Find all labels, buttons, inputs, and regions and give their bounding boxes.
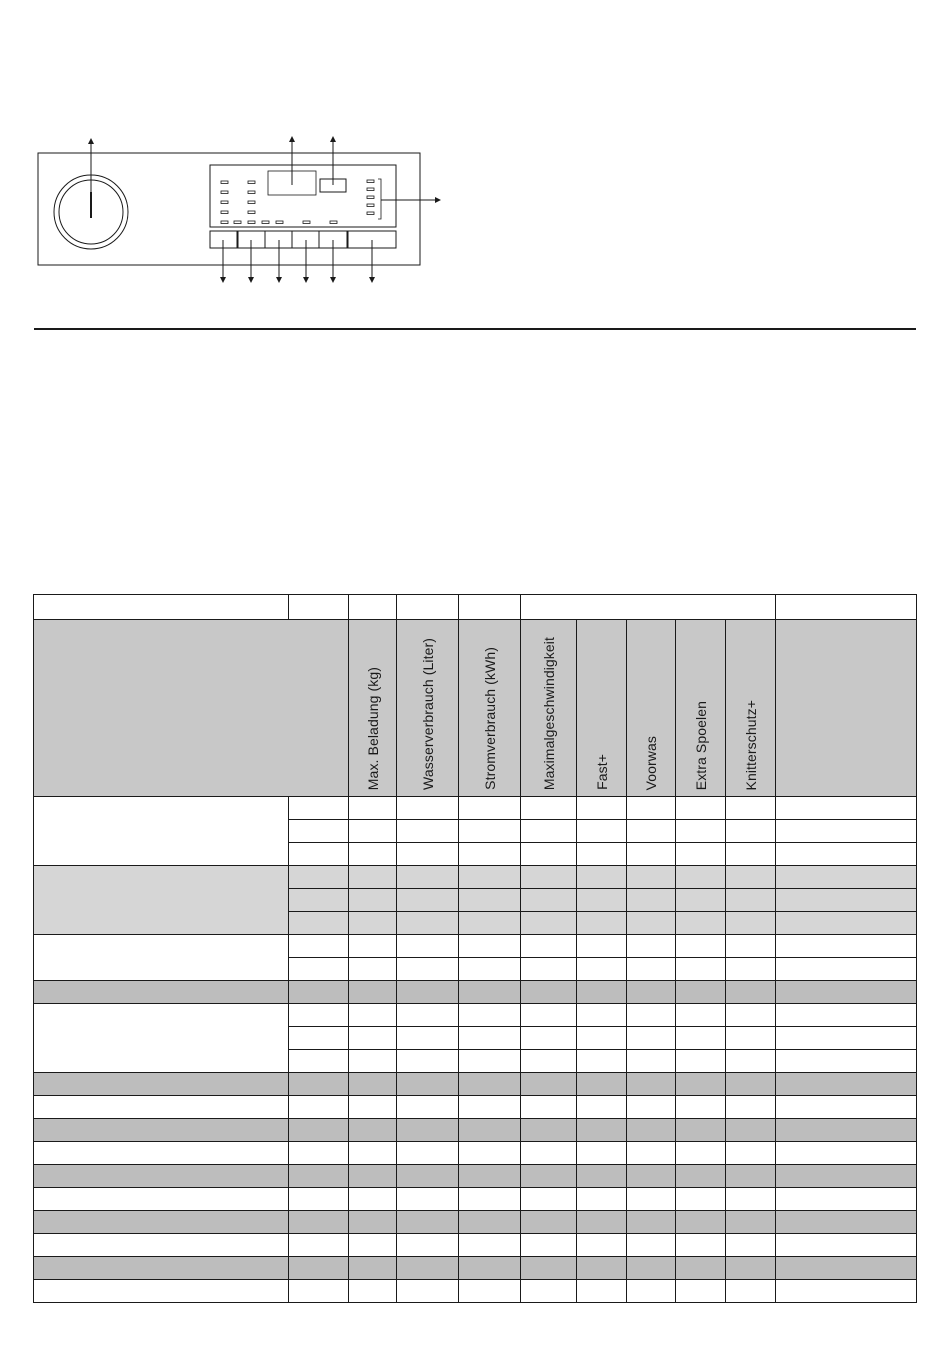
table-cell <box>289 981 349 1004</box>
table-cell <box>349 958 397 981</box>
table-cell <box>459 1280 521 1303</box>
table-cell <box>34 1280 289 1303</box>
table-cell <box>459 912 521 935</box>
table-row <box>34 1119 917 1142</box>
table-cell <box>676 1257 726 1280</box>
table-cell <box>289 797 349 820</box>
callout-arrows <box>91 139 438 280</box>
table-cell <box>521 1234 577 1257</box>
table-header-row <box>34 620 917 797</box>
table-cell <box>397 1119 459 1142</box>
table-cell <box>289 1142 349 1165</box>
table-cell <box>776 797 917 820</box>
table-cell <box>459 1096 521 1119</box>
table-cell <box>726 1257 776 1280</box>
table-cell <box>397 1280 459 1303</box>
table-cell <box>521 889 577 912</box>
table-cell <box>676 843 726 866</box>
table-cell <box>34 1073 289 1096</box>
table-cell <box>776 843 917 866</box>
table-row <box>34 1280 917 1303</box>
table-row <box>34 1165 917 1188</box>
table-cell <box>349 820 397 843</box>
table-cell <box>726 1188 776 1211</box>
table-cell <box>726 935 776 958</box>
table-cell <box>349 1073 397 1096</box>
table-cell <box>289 958 349 981</box>
table-cell <box>577 1142 627 1165</box>
table-cell <box>776 1004 917 1027</box>
table-cell <box>521 1119 577 1142</box>
table-cell <box>289 1027 349 1050</box>
table-cell <box>289 935 349 958</box>
table-cell <box>521 935 577 958</box>
table-cell <box>676 797 726 820</box>
table-cell <box>627 1234 676 1257</box>
table-cell <box>459 1257 521 1280</box>
table-cell <box>521 981 577 1004</box>
table-cell <box>34 935 289 981</box>
table-cell <box>521 1165 577 1188</box>
table-cell <box>776 1188 917 1211</box>
table-cell <box>726 1027 776 1050</box>
table-cell <box>289 1096 349 1119</box>
table-cell <box>349 1257 397 1280</box>
table-cell <box>577 843 627 866</box>
table-cell <box>776 912 917 935</box>
table-cell <box>776 958 917 981</box>
table-cell <box>776 1257 917 1280</box>
table-cell <box>349 1096 397 1119</box>
table-cell <box>349 912 397 935</box>
table-cell <box>289 1050 349 1073</box>
table-cell <box>776 1050 917 1073</box>
table-cell <box>289 912 349 935</box>
table-cell <box>521 1142 577 1165</box>
table-cell <box>776 1027 917 1050</box>
table-cell <box>397 1142 459 1165</box>
table-cell <box>726 1073 776 1096</box>
table-row <box>34 981 917 1004</box>
table-row <box>34 1004 917 1027</box>
table-cell <box>726 1142 776 1165</box>
table-cell <box>349 1165 397 1188</box>
table-cell <box>676 1234 726 1257</box>
table-cell <box>776 1234 917 1257</box>
table-cell <box>34 1211 289 1234</box>
table-cell <box>521 1073 577 1096</box>
table-cell <box>397 935 459 958</box>
table-cell <box>726 1050 776 1073</box>
table-cell <box>459 820 521 843</box>
table-cell <box>397 797 459 820</box>
table-cell <box>459 797 521 820</box>
header-max-speed: Maximalgeschwindigkeit <box>540 636 557 790</box>
table-cell <box>577 981 627 1004</box>
table-cell <box>289 866 349 889</box>
table-cell <box>577 797 627 820</box>
table-cell <box>627 866 676 889</box>
table-row <box>34 1142 917 1165</box>
table-cell <box>726 797 776 820</box>
table-cell <box>34 1188 289 1211</box>
table-cell <box>289 843 349 866</box>
table-cell <box>349 1027 397 1050</box>
table-cell <box>577 1280 627 1303</box>
table-cell <box>726 958 776 981</box>
table-cell <box>397 1073 459 1096</box>
table-cell <box>34 1142 289 1165</box>
table-cell <box>349 595 397 620</box>
program-table <box>33 594 917 1303</box>
table-cell <box>627 912 676 935</box>
table-cell <box>776 866 917 889</box>
table-cell <box>577 1096 627 1119</box>
table-cell <box>397 595 459 620</box>
table-cell <box>627 1280 676 1303</box>
table-cell <box>627 1257 676 1280</box>
table-cell <box>34 1096 289 1119</box>
header-max-load: Max. Beladung (kg) <box>364 666 381 790</box>
table-cell <box>349 1142 397 1165</box>
table-cell <box>289 1280 349 1303</box>
table-cell <box>577 1119 627 1142</box>
table-cell <box>627 797 676 820</box>
table-cell <box>459 981 521 1004</box>
table-cell <box>289 595 349 620</box>
table-cell <box>676 958 726 981</box>
table-cell <box>459 843 521 866</box>
table-cell <box>34 866 289 935</box>
table-cell <box>459 1142 521 1165</box>
table-cell <box>289 889 349 912</box>
table-cell <box>289 1188 349 1211</box>
control-panel-diagram <box>0 0 950 300</box>
table-cell <box>577 620 627 797</box>
table-cell <box>521 1050 577 1073</box>
table-cell <box>289 820 349 843</box>
table-cell <box>521 1027 577 1050</box>
table-cell <box>521 843 577 866</box>
table-cell <box>349 1119 397 1142</box>
table-cell <box>459 935 521 958</box>
table-cell <box>459 1188 521 1211</box>
table-cell <box>676 1188 726 1211</box>
table-cell <box>521 1004 577 1027</box>
table-cell <box>676 1211 726 1234</box>
table-top-row <box>34 595 917 620</box>
table-cell <box>397 1165 459 1188</box>
table-cell <box>577 1188 627 1211</box>
table-cell <box>627 843 676 866</box>
table-row <box>34 1073 917 1096</box>
table-cell <box>397 1004 459 1027</box>
table-cell <box>349 1050 397 1073</box>
table-cell <box>397 1050 459 1073</box>
table-cell <box>776 1280 917 1303</box>
table-cell <box>726 1234 776 1257</box>
table-cell <box>726 866 776 889</box>
table-cell <box>627 958 676 981</box>
table-cell <box>577 958 627 981</box>
table-cell <box>397 958 459 981</box>
table-cell <box>34 1004 289 1073</box>
table-cell <box>776 1165 917 1188</box>
table-cell <box>459 1211 521 1234</box>
table-cell <box>726 889 776 912</box>
table-cell <box>776 1096 917 1119</box>
table-cell <box>459 620 521 797</box>
table-row <box>34 797 917 820</box>
table-cell <box>289 1004 349 1027</box>
table-cell <box>676 1004 726 1027</box>
table-cell <box>397 981 459 1004</box>
table-cell <box>676 820 726 843</box>
header-water-use: Wasserverbrauch (Liter) <box>419 638 436 790</box>
table-cell <box>459 1004 521 1027</box>
table-cell <box>726 620 776 797</box>
table-cell <box>776 595 917 620</box>
table-cell <box>676 935 726 958</box>
table-cell <box>676 1119 726 1142</box>
table-cell <box>676 1096 726 1119</box>
table-cell <box>627 1165 676 1188</box>
table-cell <box>349 889 397 912</box>
table-cell <box>289 1234 349 1257</box>
table-cell <box>459 889 521 912</box>
table-cell <box>627 1050 676 1073</box>
table-cell <box>726 1119 776 1142</box>
table-cell <box>397 1211 459 1234</box>
table-cell <box>34 1257 289 1280</box>
table-cell <box>627 620 676 797</box>
table-cell <box>726 1004 776 1027</box>
table-cell <box>459 866 521 889</box>
table-cell <box>521 1257 577 1280</box>
table-cell <box>627 1142 676 1165</box>
table-cell <box>349 843 397 866</box>
table-cell <box>521 1280 577 1303</box>
table-cell <box>397 1257 459 1280</box>
table-cell <box>676 1142 726 1165</box>
section-divider <box>34 328 916 330</box>
table-cell <box>577 1165 627 1188</box>
table-cell <box>577 1050 627 1073</box>
table-cell <box>726 1165 776 1188</box>
table-cell <box>577 1004 627 1027</box>
table-cell <box>34 595 289 620</box>
table-cell <box>397 820 459 843</box>
table-cell <box>397 843 459 866</box>
table-cell <box>349 1234 397 1257</box>
table-cell <box>726 1211 776 1234</box>
table-row <box>34 1188 917 1211</box>
table-cell <box>397 620 459 797</box>
table-cell <box>521 620 577 797</box>
table-cell <box>726 1280 776 1303</box>
table-cell <box>349 1280 397 1303</box>
table-row <box>34 1257 917 1280</box>
table-cell <box>676 1280 726 1303</box>
header-fast-plus: Fast+ <box>593 754 610 790</box>
table-cell <box>349 797 397 820</box>
table-cell <box>627 981 676 1004</box>
table-cell <box>397 1234 459 1257</box>
table-cell <box>459 1050 521 1073</box>
table-cell <box>627 889 676 912</box>
header-anti-crease: Knitterschutz+ <box>742 699 759 790</box>
header-energy-use: Stromverbrauch (kWh) <box>481 647 498 790</box>
table-cell <box>521 1188 577 1211</box>
table-row <box>34 1211 917 1234</box>
table-cell <box>521 820 577 843</box>
table-cell <box>459 1073 521 1096</box>
table-cell <box>627 1073 676 1096</box>
table-cell <box>726 820 776 843</box>
table-cell <box>676 1027 726 1050</box>
table-cell <box>459 1234 521 1257</box>
table-cell <box>289 1073 349 1096</box>
table-cell <box>627 1211 676 1234</box>
header-program-cell <box>34 620 349 797</box>
table-cell <box>577 1027 627 1050</box>
table-cell <box>676 620 726 797</box>
table-cell <box>521 595 776 620</box>
table-cell <box>521 866 577 889</box>
table-cell <box>577 1257 627 1280</box>
table-cell <box>289 1257 349 1280</box>
table-cell <box>521 797 577 820</box>
table-cell <box>627 1096 676 1119</box>
table-cell <box>397 1027 459 1050</box>
table-cell <box>726 1096 776 1119</box>
table-cell <box>349 620 397 797</box>
table-cell <box>349 981 397 1004</box>
table-cell <box>459 958 521 981</box>
header-prewash: Voorwas <box>643 735 659 790</box>
table-cell <box>776 1073 917 1096</box>
table-cell <box>34 1234 289 1257</box>
table-cell <box>577 866 627 889</box>
table-cell <box>676 889 726 912</box>
table-cell <box>627 1188 676 1211</box>
table-cell <box>459 1165 521 1188</box>
table-cell <box>676 1050 726 1073</box>
table-cell <box>676 1073 726 1096</box>
table-cell <box>776 820 917 843</box>
header-notes-cell <box>776 620 917 797</box>
table-cell <box>349 1188 397 1211</box>
table-cell <box>349 1004 397 1027</box>
table-cell <box>676 866 726 889</box>
table-cell <box>397 1188 459 1211</box>
table-cell <box>726 843 776 866</box>
table-cell <box>349 1211 397 1234</box>
table-cell <box>627 1119 676 1142</box>
table-cell <box>289 1165 349 1188</box>
table-cell <box>521 958 577 981</box>
table-row <box>34 1234 917 1257</box>
table-cell <box>397 889 459 912</box>
table-cell <box>397 1096 459 1119</box>
table-cell <box>627 1004 676 1027</box>
header-extra-rinse: Extra Spoelen <box>692 700 709 790</box>
table-cell <box>459 1119 521 1142</box>
table-cell <box>577 889 627 912</box>
table-cell <box>627 1027 676 1050</box>
table-cell <box>459 1027 521 1050</box>
table-cell <box>577 820 627 843</box>
table-cell <box>726 981 776 1004</box>
table-cell <box>34 797 289 866</box>
table-cell <box>776 1119 917 1142</box>
table-cell <box>577 935 627 958</box>
table-cell <box>521 1211 577 1234</box>
table-cell <box>726 912 776 935</box>
table-cell <box>776 1211 917 1234</box>
table-cell <box>34 981 289 1004</box>
button-row <box>210 231 396 248</box>
table-cell <box>627 820 676 843</box>
table-row <box>34 1096 917 1119</box>
table-cell <box>521 912 577 935</box>
table-cell <box>776 1142 917 1165</box>
table-cell <box>34 1119 289 1142</box>
table-cell <box>577 912 627 935</box>
table-cell <box>676 912 726 935</box>
table-cell <box>459 595 521 620</box>
table-row <box>34 935 917 958</box>
table-cell <box>289 1119 349 1142</box>
table-cell <box>397 912 459 935</box>
table-cell <box>349 935 397 958</box>
table-cell <box>627 935 676 958</box>
table-cell <box>676 1165 726 1188</box>
table-cell <box>577 1211 627 1234</box>
table-cell <box>577 1073 627 1096</box>
table-cell <box>289 1211 349 1234</box>
table-cell <box>776 935 917 958</box>
table-cell <box>776 981 917 1004</box>
table-cell <box>521 1096 577 1119</box>
table-cell <box>349 866 397 889</box>
led-indicators <box>221 180 374 224</box>
table-cell <box>34 1165 289 1188</box>
table-row <box>34 866 917 889</box>
table-cell <box>397 866 459 889</box>
table-cell <box>676 981 726 1004</box>
table-cell <box>776 889 917 912</box>
table-cell <box>577 1234 627 1257</box>
